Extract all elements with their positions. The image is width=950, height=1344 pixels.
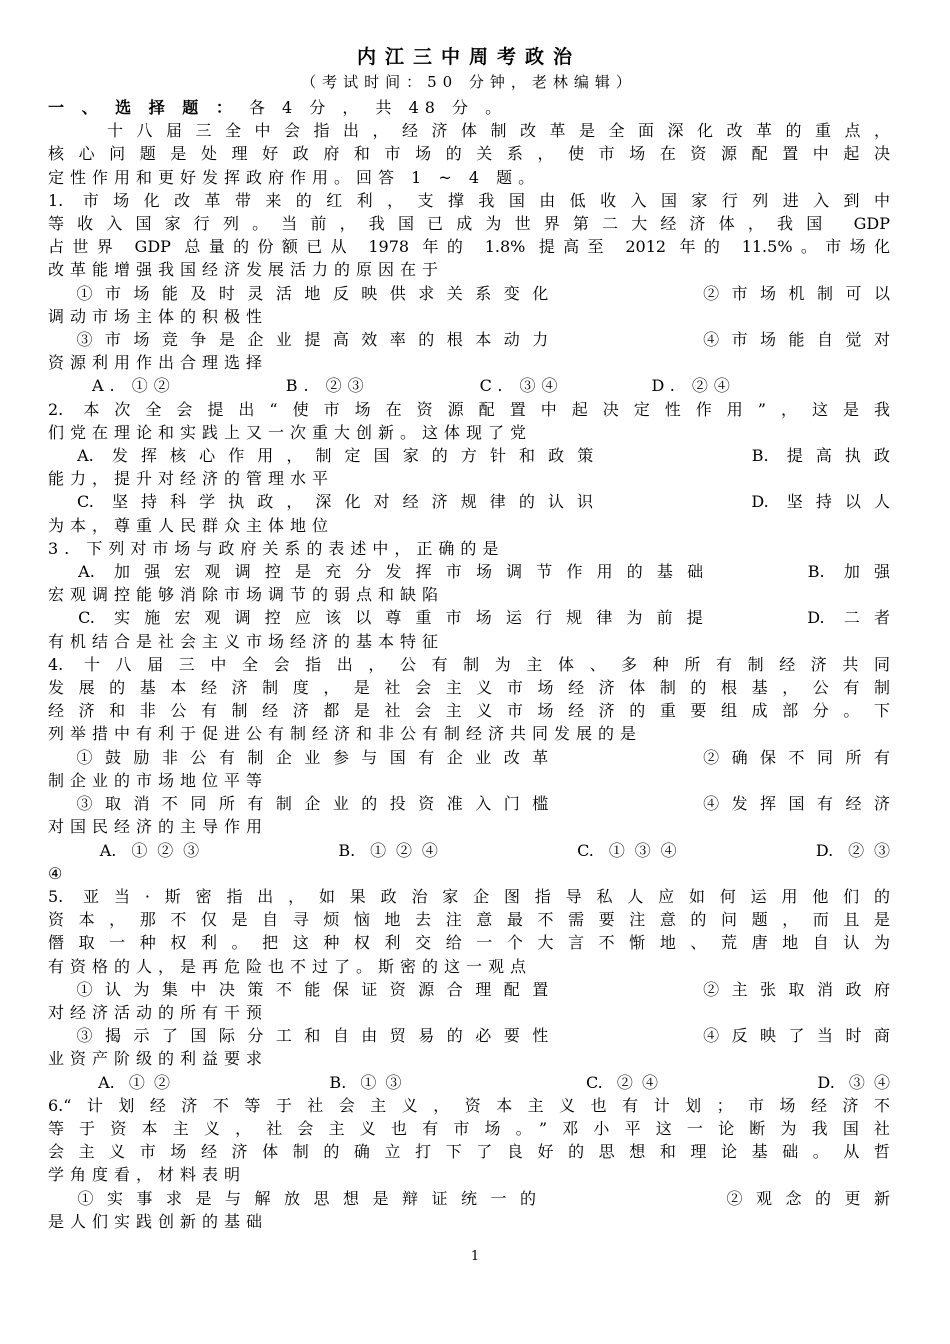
text-line: ④ — [48, 863, 69, 883]
text-line: ①鼓励非公有制企业参与国有企业改革 ②确保不同所有 — [48, 747, 890, 767]
text-line: ③取消不同所有制企业的投资准入门槛 ④发挥国有经济 — [48, 794, 890, 814]
exam-subtitle: （考试时间：50 分钟，老林编辑） — [301, 73, 637, 91]
text-line: C. 实施宏观调控应该以尊重市场运行规律为前提 D. 二者 — [48, 608, 890, 628]
text-line: 资源利用作出合理选择 — [48, 353, 269, 373]
text-line: 学角度看，材料表明 — [48, 1165, 247, 1185]
text-line: 2. 本次全会提出“使市场在资源配置中起决定性作用”，这是我 — [48, 399, 890, 419]
text-line: ③市场竞争是企业提高效率的根本动力 ④市场能自觉对 — [48, 330, 890, 350]
text-line: 有资格的人，是再危险也不过了。斯密的这一观点 — [48, 956, 533, 976]
text-line: A. 加强宏观调控是充分发挥市场调节作用的基础 B. 加强 — [48, 562, 890, 582]
text-line: 有机结合是社会主义市场经济的基本特征 — [48, 631, 445, 651]
text-line: 业资产阶级的利益要求 — [48, 1049, 269, 1069]
text-line: 发展的基本经济制度，是社会主义市场经济体制的根基，公有制 — [48, 678, 890, 698]
text-line: 制企业的市场地位平等 — [48, 770, 269, 790]
section-heading: 一 、 选 择 题 ： — [48, 98, 238, 117]
text-line: C. 坚持科学执政，深化对经济规律的认识 D. 坚持以人 — [48, 492, 890, 512]
text-line: ①市场能及时灵活地反映供求关系变化 ②市场机制可以 — [48, 283, 890, 303]
text-line: 为本，尊重人民群众主体地位 — [48, 515, 335, 535]
text-line: 6.“计划经济不等于社会主义，资本主义也有计划；市场经济不 — [48, 1095, 890, 1115]
text-line: 对国民经济的主导作用 — [48, 817, 269, 837]
text-line: 对经济活动的所有干预 — [48, 1002, 269, 1022]
text-line: ①认为集中决策不能保证资源合理配置 ②主张取消政府 — [48, 979, 890, 999]
text-line: A. ①② B. ①③ C. ②④ D. ③④ — [48, 1072, 890, 1092]
question-body — [48, 119, 890, 1233]
text-line: A. 发挥核心作用，制定国家的方针和政策 B. 提高执政 — [48, 446, 890, 466]
text-line: 宏观调控能够消除市场调节的弱点和缺陷 — [48, 585, 445, 605]
text-line: 经济和非公有制经济都是社会主义市场经济的重要组成部分。下 — [48, 701, 890, 721]
document-page — [48, 44, 890, 1233]
text-line: 改革能增强我国经济发展活力的原因在于 — [48, 260, 445, 280]
text-line: 3. 下列对市场与政府关系的表述中，正确的是 — [48, 538, 505, 558]
exam-title: 内江三中周考政治 — [356, 46, 581, 68]
text-line: 等收入国家行列。当前，我国已成为世界第二大经济体，我国 GDP — [48, 214, 890, 234]
section-heading-line — [48, 96, 890, 119]
text-line: 列举措中有利于促进公有制经济和非公有制经济共同发展的是 — [48, 724, 643, 744]
text-line: 1. 市场化改革带来的红利，支撑我国由低收入国家行列进入到中 — [48, 190, 890, 210]
text-line: 会主义市场经济体制的确立打下了良好的思想和理论基础。从哲 — [48, 1142, 890, 1162]
text-line: 定性作用和更好发挥政府作用。回答 1 ~ 4 题。 — [48, 167, 541, 187]
text-line: 等于资本主义，社会主义也有市场。”邓小平这一论断为我国社 — [48, 1118, 890, 1138]
text-line: 能力，提升对经济的管理水平 — [48, 469, 335, 489]
text-line: 十八届三全中会指出，经济体制改革是全面深化改革的重点， — [48, 121, 890, 141]
page-number: 1 — [470, 1249, 480, 1264]
text-line: ③揭示了国际分工和自由贸易的必要性 ④反映了当时商 — [48, 1026, 890, 1046]
text-line: 核心问题是处理好政府和市场的关系，使市场在资源配置中起决 — [48, 144, 890, 164]
text-line: 们党在理论和实践上又一次重大创新。这体现了党 — [48, 422, 533, 442]
text-line: 4. 十八届三中全会指出，公有制为主体、多种所有制经济共同 — [48, 654, 890, 674]
text-line: A. ①②③ B. ①②④ C. ①③④ D. ②③ — [48, 840, 890, 860]
text-line: 是人们实践创新的基础 — [48, 1211, 269, 1231]
text-line: 僭取一种权利。把这种权利交给一个大言不惭地、荒唐地自认为 — [48, 933, 890, 953]
text-line: A. ①② B. ②③ C. ③④ D. ②④ — [48, 376, 736, 396]
text-line: 占世界 GDP 总量的份额已从 1978 年的 1.8% 提高至 2012 年的 11.5%。市场化 — [48, 237, 890, 257]
text-line: 5. 亚当·斯密指出，如果政治家企图指导私人应如何运用他们的 — [48, 886, 890, 906]
section-scoring-rule: 各 4 分 ， 共 48 分 。 — [248, 98, 508, 117]
text-line: 调动市场主体的积极性 — [48, 306, 269, 326]
text-line: 资本，那不仅是自寻烦恼地去注意最不需要注意的问题，而且是 — [48, 910, 890, 930]
text-line: ①实事求是与解放思想是辩证统一的 ②观念的更新 — [48, 1188, 890, 1208]
